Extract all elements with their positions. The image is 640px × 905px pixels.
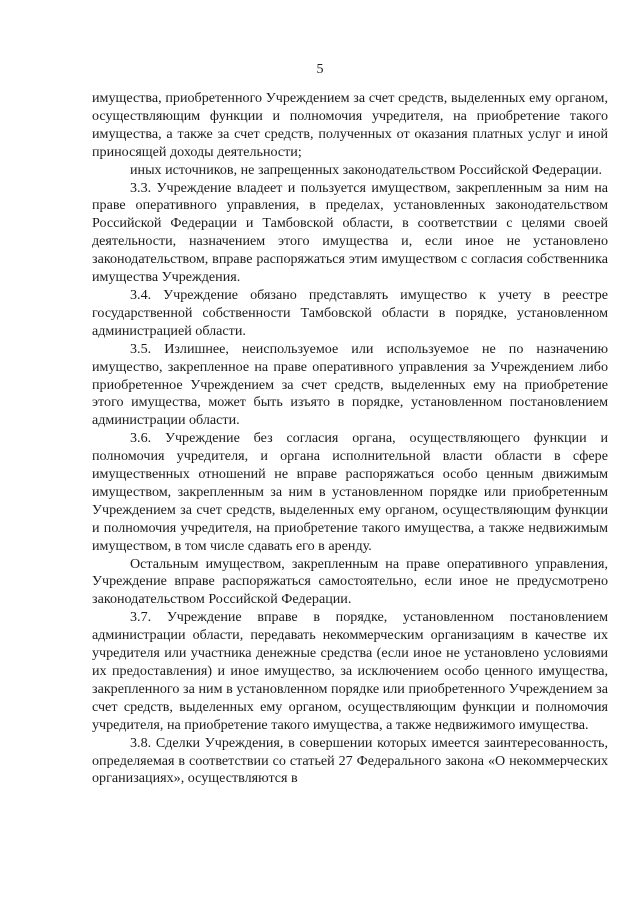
- paragraph-3-3: 3.3. Учреждение владеет и пользуется имуществом, закрепленным за ним на праве оперативного управления, в пределах, установленных законодательством Российской Федерации и Тамбовской области, в соответствии с целями своей деятельности, назначением этого имущества и, если иное не установлено законодательством, вправе распоряжаться этим имуществом с согласия собственника имущества Учреждения.: [92, 179, 608, 286]
- paragraph-remaining-property: Остальным имуществом, закрепленным на праве оперативного управления, Учреждение вправе распоряжаться самостоятельно, если иное не предусмотрено законодательством Российской Федерации.: [92, 555, 608, 608]
- paragraph-3-6: 3.6. Учреждение без согласия органа, осуществляющего функции и полномочия учредителя, и органа исполнительной власти области в сфере имущественных отношений не вправе распоряжаться особо ценным движимым имуществом, закрепленным за ним в установленном порядке или приобретенным Учреждением за счет средств, выделенных ему органом, осуществляющим функции и полномочия учредителя, на приобретение такого имущества, а также недвижимым имуществом, в том числе сдавать его в аренду.: [92, 430, 608, 554]
- paragraph-property-sources-continued: имущества, приобретенного Учреждением за счет средств, выделенных ему органом, осуществляющим функции и полномочия учредителя, на приобретение такого имущества, а также за счет средств, полученных от оказания платных услуг и иной приносящей доходы деятельности;: [92, 90, 608, 160]
- paragraph-3-8: 3.8. Сделки Учреждения, в совершении которых имеется заинтересованность, определяемая в соответствии со статьей 27 Федерального закона «О некоммерческих организациях», осуществляются в: [92, 734, 608, 787]
- paragraph-3-7: 3.7. Учреждение вправе в порядке, установленном постановлением администрации области, передавать некоммерческим организациям в качестве их учредителя или участника денежные средства (если иное не установлено условиями их предоставления) и иное имущество, за исключением особо ценного имущества, закрепленного за ним в установленном порядке или приобретенного Учреждением за счет средств, выделенных ему органом, осуществляющим функции и полномочия учредителя, на приобретение такого имущества, а также недвижимого имущества.: [92, 609, 608, 733]
- paragraph-3-5: 3.5. Излишнее, неиспользуемое или используемое не по назначению имущество, закрепленное на праве оперативного управления за Учреждением либо приобретенное Учреждением за счет средств, выделенных ему на приобретение этого имущества, может быть изъято в порядке, установленном постановлением администрации области.: [92, 340, 608, 429]
- paragraph-3-4: 3.4. Учреждение обязано представлять имущество к учету в реестре государственной собственности Тамбовской области в порядке, установленном администрацией области.: [92, 286, 608, 339]
- document-body: [92, 90, 608, 788]
- page-number: 5: [316, 62, 324, 77]
- paragraph-other-sources: иных источников, не запрещенных законодательством Российской Федерации.: [130, 161, 603, 178]
